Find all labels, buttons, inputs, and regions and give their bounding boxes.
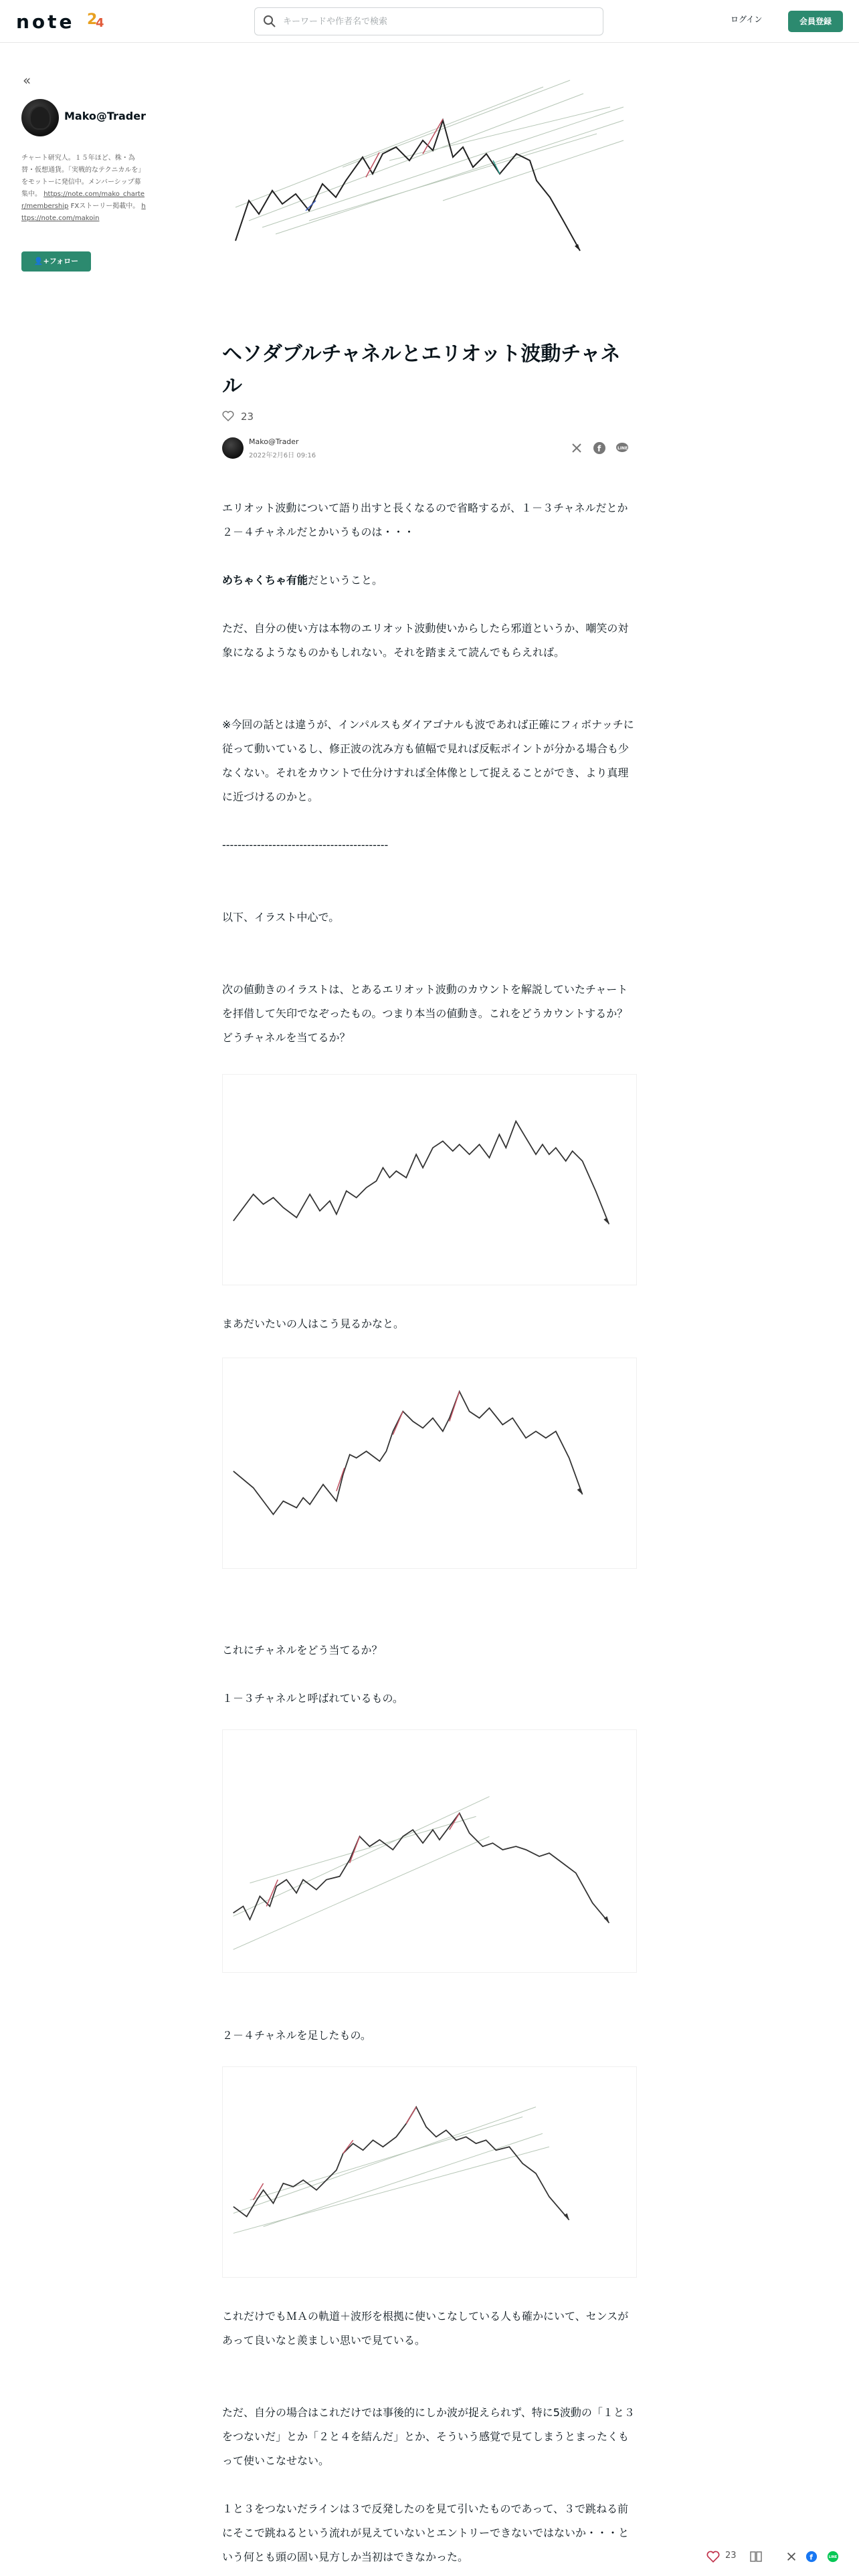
bio-membership-link[interactable]: https://note.com/mako_charter/membership <box>21 191 145 210</box>
paragraph-5: 以下、イラスト中心で。 <box>222 911 340 924</box>
search-input[interactable] <box>283 13 591 29</box>
meta-author-name[interactable]: Mako@Trader <box>249 437 299 446</box>
figure-13-channel <box>222 1729 637 1973</box>
article-title: ヘソダブルチャネルとエリオット波動チャネル <box>222 342 621 398</box>
x-share-icon[interactable] <box>785 2551 797 2563</box>
figure-wave-count <box>222 1358 637 1569</box>
note-logo[interactable]: note <box>16 11 75 33</box>
user-plus-icon: 👤 <box>33 257 43 265</box>
paragraph-11: これだけでもＭＡの軌道＋波形を根拠に使いこなしている人も確かにいて、センスがあって良いなと羨ましい思いで見ている。 <box>222 2310 629 2347</box>
x-share-icon[interactable] <box>570 441 583 455</box>
paragraph-9: １－３チャネルと呼ばれているもの。 <box>222 1692 403 1705</box>
paragraph-4: ※今回の話とは違うが、インパルスもダイアゴナルも波であれば正確にフィボナッチに従って動いているし、修正波の沈み方も値幅で見れば反転ポイントが分かる場合も少なくない。それをカウントで仕分けすれば全体像として捉えることができ、より真理に近づけるのかと。 <box>222 718 634 803</box>
svg-text:4: 4 <box>96 16 104 29</box>
paragraph-8: これにチャネルをどう当てるか？ <box>222 1644 383 1656</box>
author-bio <box>21 152 146 225</box>
site-header <box>0 0 859 43</box>
svg-text:2: 2 <box>87 11 98 28</box>
paragraph-2-rest: だということ。 <box>308 574 383 586</box>
paragraph-1: エリオット波動について語り出すと長くなるので省略するが、１－３チャネルだとか２－４チャネルだとかいうものは・・・ <box>222 502 628 538</box>
floating-action-bar <box>702 2548 856 2568</box>
divider-line: ------------------------------------------- <box>222 839 389 851</box>
svg-text:LINE: LINE <box>617 446 628 451</box>
svg-text:f: f <box>809 2553 814 2562</box>
footer-like-count: 23 <box>725 2551 737 2561</box>
magazine-icon[interactable] <box>749 2551 763 2563</box>
paragraph-6: 次の値動きのイラストは、とあるエリオット波動のカウントを解説していたチャートを拝借して矢印でなぞったもの。つまり本当の値動き。これをどうカウントするか？ どうチャネルを当てるか？ <box>222 983 639 1044</box>
bio-mid-text: FXストーリー掲載中。 <box>70 203 140 210</box>
paragraph-12: ただ、自分の場合はこれだけでは事後的にしか波が捉えられず、特に5波動の「１と３をつないだ」とか「２と４を結んだ」とか、そういう感覚で見てしまうとまったくもって使いこなせない。 <box>222 2406 635 2467</box>
line-share-icon[interactable] <box>615 441 629 455</box>
hero-channel-illustration <box>222 67 637 267</box>
meta-avatar[interactable] <box>222 437 244 459</box>
svg-text:f: f <box>597 444 601 453</box>
like-count[interactable] <box>222 411 254 423</box>
bio-text: チャート研究人。１５年ほど、株・為替・仮想通貨。「実戦的なテクニカルを」をモットーに発信中。メンバーシップ募集中。 <box>21 154 145 198</box>
emphasis-text: めちゃくちゃ有能 <box>222 574 308 586</box>
heart-icon[interactable] <box>222 411 234 421</box>
figure-price-action <box>222 1074 637 1285</box>
signup-button[interactable]: 会員登録 <box>788 11 843 32</box>
publish-date: 2022年2月6日 09:16 <box>249 452 316 459</box>
paragraph-7: まあだいたいの人はこう見るかなと。 <box>222 1317 405 1330</box>
sidebar-author-name[interactable]: Mako@Trader <box>64 110 146 122</box>
anniversary-badge-icon <box>86 7 108 29</box>
paragraph-2 <box>222 568 637 593</box>
search-icon <box>263 15 276 28</box>
double-chevron-left-icon[interactable]: « <box>23 72 31 88</box>
login-link[interactable]: ログイン <box>731 15 763 24</box>
follow-label: フォロー <box>49 257 79 265</box>
svg-text:LINE: LINE <box>828 2555 838 2559</box>
paragraph-3: ただ、自分の使い方は本物のエリオット波動使いからしたら邪道というか、嘲笑の対象になるようなものかもしれない。それを踏まえて読んでもらえれば。 <box>222 622 629 659</box>
like-count-value: 23 <box>241 411 254 423</box>
bio-makoin-link[interactable]: https://note.com/makoin <box>21 203 146 222</box>
follow-button[interactable]: 👤+フォロー <box>21 251 91 272</box>
figure-24-channel <box>222 2066 637 2278</box>
paragraph-13: １と３をつないだラインは３で反発したのを見て引いたものであって、３で跳ねる前にそこで跳ねるという流れが見えていないとエントリーできないではないか・・・という何とも頭の固い見方しか当初はできなかった。 <box>222 2502 630 2563</box>
line-share-icon[interactable] <box>827 2551 839 2563</box>
heart-icon[interactable] <box>706 2551 720 2563</box>
paragraph-10: ２－４チャネルを足したもの。 <box>222 2029 371 2042</box>
search-box[interactable] <box>254 7 603 35</box>
avatar[interactable] <box>21 99 59 136</box>
facebook-share-icon[interactable] <box>593 441 606 455</box>
facebook-share-icon[interactable] <box>805 2551 818 2563</box>
